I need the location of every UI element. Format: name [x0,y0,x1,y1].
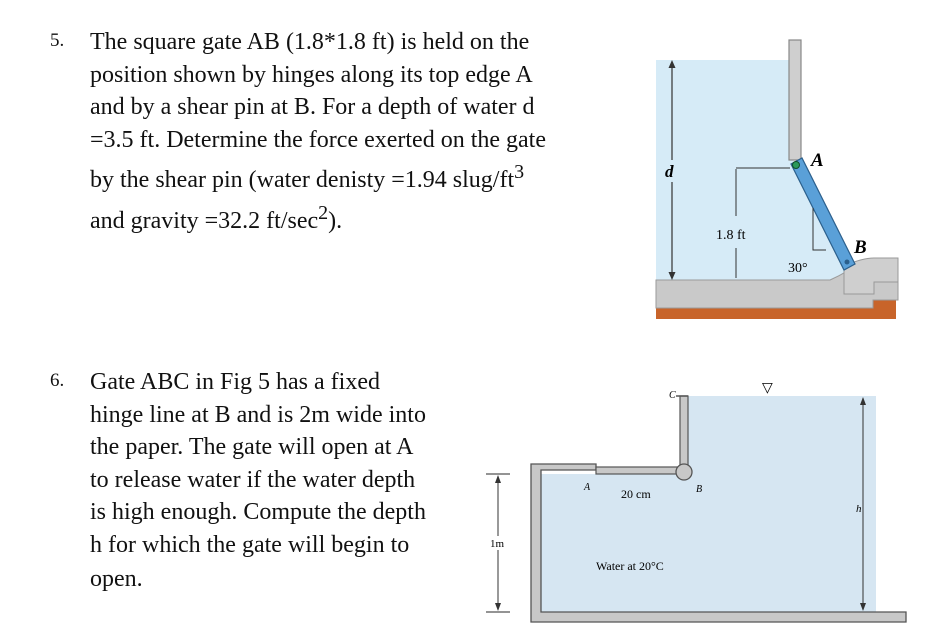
problem-5-number: 5. [50,30,65,51]
depth-1m-arrow-bottom [495,603,501,611]
surface-symbol: ▽ [762,381,773,396]
problem-6-line: the paper. The gate will open at A [90,434,414,460]
figure-gate-ab [648,38,898,320]
problem-6-line: hinge line at B and is 2m wide into [90,401,426,428]
figure-gate-abc [486,378,916,628]
problem-5-text [90,26,546,237]
problem-5-line: =3.5 ft. Determine the force exerted on the gate [90,126,546,153]
label-c: C [669,390,676,401]
problem-6 [50,366,480,606]
label-b: B [696,484,703,495]
problem-6-number: 6. [50,370,65,391]
problem-6-line: is high enough. Compute the depth [90,499,426,525]
support-post [789,40,801,160]
problem-6-line: h for which the gate will begin to [90,531,410,558]
hinge-a [793,162,800,169]
problem-5-line: and gravity =32.2 $ft/\sec^2$). [90,201,343,234]
water-body [541,396,876,612]
gate-length-label: 1.8 ft [716,228,746,243]
water-label: Water at 20°C [596,559,664,573]
problem-5 [50,26,610,234]
gate-arm-bc [680,396,688,468]
angle-label: 30° [788,261,808,276]
problem-6-line: Gate ABC in Fig 5 has a fixed [90,369,380,395]
water-body [656,60,844,294]
h-label: h [856,503,862,515]
problem-5-line: position shown by hinges along its top edge A [90,61,533,88]
problem-5-line: and by a shear pin at B. For a depth of water d [90,94,535,120]
depth-1m-label: 1m [490,538,505,550]
hinge-b [676,464,692,480]
problem-5-line: The square gate AB (1.8*1.8 ft) is held on the [90,29,530,55]
shear-pin-b [845,260,850,265]
label-b: B [854,237,867,258]
depth-1m-arrow-top [495,475,501,483]
problem-6-line: open. [90,566,143,592]
d-label: d [665,162,674,181]
label-a: A [811,150,824,171]
problem-6-text [90,366,426,596]
label-a: A [584,482,591,493]
problem-5-line: by the shear pin (water denisty =1.94 slug/$ft^3$ [90,161,525,193]
problem-6-line: to release water if the water depth [90,466,416,493]
gate-arm-ab [596,467,684,474]
gate-length-label: 20 cm [621,487,651,501]
